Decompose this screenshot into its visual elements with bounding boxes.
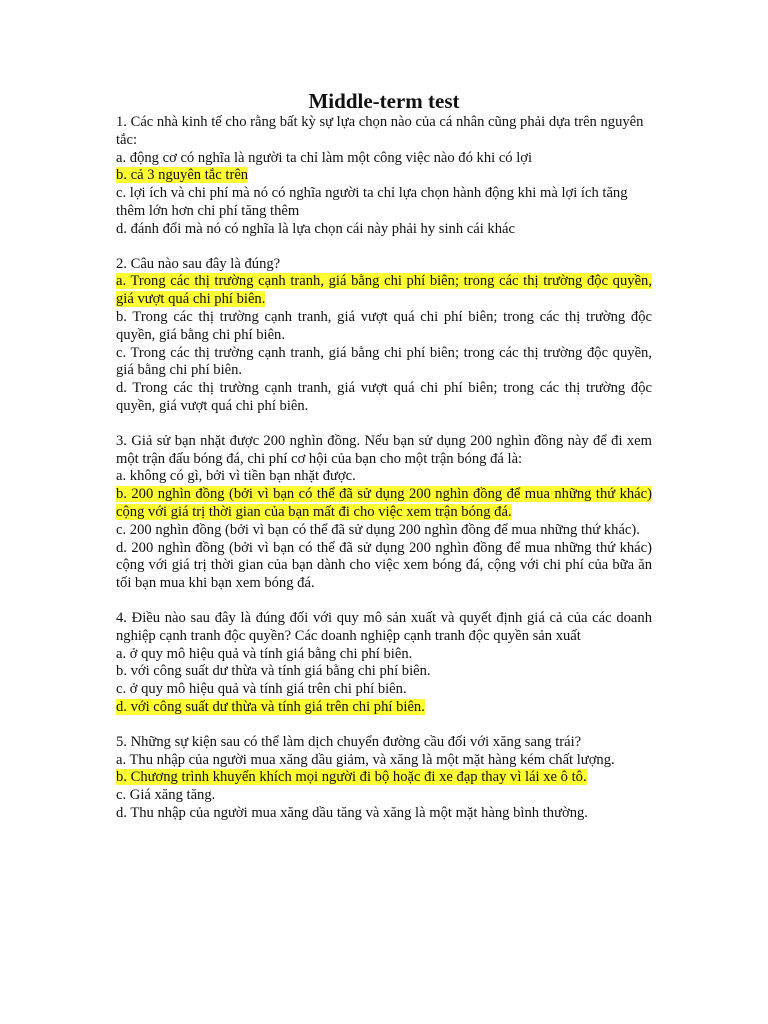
option-b-highlighted [116, 167, 652, 185]
option-d-highlighted [116, 699, 652, 717]
option-d: d. 200 nghìn đồng (bởi vì bạn có thể đã sử dụng 200 nghìn đồng để mua những thứ khác) cộng với giá trị thời gian của bạn dành cho việc xem bóng đá, cộng với chi phí của bữa ăn tối bạn mua khi bạn xem bóng đá. [116, 539, 652, 592]
highlighted-answer: b. 200 nghìn đồng (bởi vì bạn có thể đã sử dụng 200 nghìn đồng để mua những thứ khác) cộng với giá trị thời gian của bạn mất đi cho việc xem trận bóng đá. [116, 486, 652, 520]
option-d: d. đánh đổi mà nó có nghĩa là lựa chọn cái này phải hy sinh cái khác [116, 220, 515, 237]
question-stem: 5. Những sự kiện sau có thể làm dịch chuyển đường cầu đối với xăng sang trái? [116, 733, 582, 750]
question-3 [116, 433, 652, 593]
option-a: a. động cơ có nghĩa là người ta chỉ làm một công việc nào đó khi có lợi [116, 149, 533, 166]
question-2 [116, 256, 652, 416]
option-c: c. Trong các thị trường cạnh tranh, giá bằng chi phí biên; trong các thị trường độc quyền, giá bằng chi phí biên. [116, 344, 652, 379]
option-b-highlighted [116, 486, 652, 522]
highlighted-answer: b. cả 3 nguyên tắc trên [116, 167, 249, 184]
option-a: a. ở quy mô hiệu quả và tính giá bằng chi phí biên. [116, 645, 413, 662]
option-d: d. Trong các thị trường cạnh tranh, giá vượt quá chi phí biên; trong các thị trường độc quyền, giá vượt quá chi phí biên. [116, 380, 652, 414]
question-stem: 4. Điều nào sau đây là đúng đối với quy mô sản xuất và quyết định giá cả của các doanh nghiệp cạnh tranh độc quyền? Các doanh nghiệp cạnh tranh độc quyền sản xuất [116, 609, 652, 644]
option-d: d. Thu nhập của người mua xăng dầu tăng và xăng là một mặt hàng bình thường. [116, 804, 588, 821]
option-c: c. Giá xăng tăng. [116, 787, 216, 804]
option-a: a. Thu nhập của người mua xăng dầu giảm, và xăng là một mặt hàng kém chất lượng. [116, 751, 615, 768]
option-b: b. với công suất dư thừa và tính giá bằng chi phí biên. [116, 663, 431, 680]
question-1 [116, 114, 652, 239]
highlighted-answer: b. Chương trình khuyến khích mọi người đi bộ hoặc đi xe đạp thay vì lái xe ô tô. [116, 769, 587, 786]
question-stem: 2. Câu nào sau đây là đúng? [116, 255, 281, 272]
option-c: c. ở quy mô hiệu quả và tính giá trên chi phí biên. [116, 681, 407, 698]
highlighted-answer: d. với công suất dư thừa và tính giá trên chi phí biên. [116, 698, 425, 715]
document-title: Middle-term test [308, 89, 460, 113]
option-c: c. 200 nghìn đồng (bởi vì bạn có thể đã sử dụng 200 nghìn đồng để mua những thứ khác). [116, 521, 640, 538]
highlighted-answer: a. Trong các thị trường cạnh tranh, giá bằng chi phí biên; trong các thị trường độc quyền, giá vượt quá chi phí biên. [116, 273, 652, 308]
option-b: b. Trong các thị trường cạnh tranh, giá vượt quá chi phí biên; trong các thị trường độc quyền, giá bằng chi phí biên. [116, 308, 652, 343]
option-a: a. không có gì, bởi vì tiền bạn nhặt được. [116, 468, 356, 485]
question-4 [116, 610, 652, 717]
option-a-highlighted [116, 273, 652, 309]
question-stem: 3. Giả sử bạn nhặt được 200 nghìn đồng. Nếu bạn sử dụng 200 nghìn đồng này để đi xem một trận đấu bóng đá, chi phí cơ hội của bạn cho một trận bóng đá là: [116, 432, 652, 467]
document-page [116, 88, 652, 823]
option-b-highlighted [116, 769, 652, 787]
question-5 [116, 734, 652, 823]
question-stem: 1. Các nhà kinh tế cho rằng bất kỳ sự lựa chọn nào của cá nhân cũng phải dựa trên nguyên tắc: [116, 114, 644, 148]
option-c: c. lợi ích và chi phí mà nó có nghĩa người ta chỉ lựa chọn hành động khi mà lợi ích tăng thêm lớn hơn chi phí tăng thêm [116, 185, 628, 219]
